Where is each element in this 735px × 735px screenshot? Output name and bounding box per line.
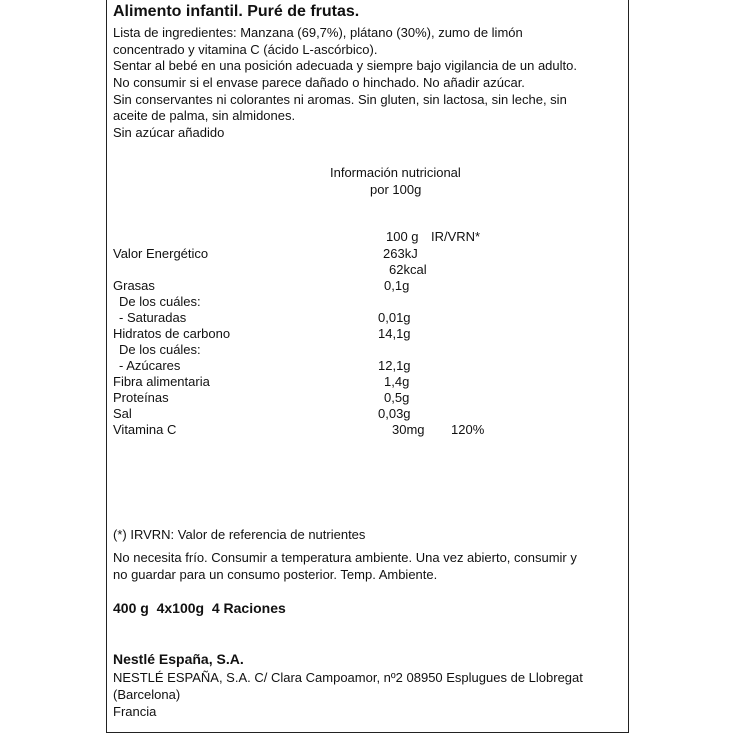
nutrition-row-label: Sal — [113, 406, 132, 421]
warning-line-1: Sentar al bebé en una posición adecuada y siempre bajo vigilancia de un adulto. — [113, 58, 577, 73]
nutrition-row-value: 0,01g — [378, 310, 411, 325]
nutrition-row-value: 0,5g — [384, 390, 410, 405]
nutrition-row-value: 30mg — [392, 422, 425, 437]
nutrition-row-value: 0,1g — [384, 278, 410, 293]
nutrition-row-value: 1,4g — [384, 374, 410, 389]
address-line-2: (Barcelona) — [113, 687, 181, 702]
quantity-line: 400 g 4x100g 4 Raciones — [113, 600, 286, 616]
nutrition-row-value: 263kJ — [383, 246, 418, 261]
ingredients-line-2: concentrado y vitamina C (ácido L-ascórbico). — [113, 42, 378, 57]
nutrition-subheading: por 100g — [370, 182, 422, 197]
company-name: Nestlé España, S.A. — [113, 651, 244, 667]
nutrition-row-label: - Azúcares — [119, 358, 181, 373]
nutrition-row-label: Hidratos de carbono — [113, 326, 231, 341]
product-title: Alimento infantil. Puré de frutas. — [113, 3, 360, 20]
nutrition-row-label: - Saturadas — [119, 310, 187, 325]
column-header-100g: 100 g — [386, 229, 419, 244]
ingredients-line-1: Lista de ingredientes: Manzana (69,7%), plátano (30%), zumo de limón — [113, 25, 523, 40]
nutrition-row-value: 62kcal — [389, 262, 427, 277]
nutrition-row-label: Grasas — [113, 278, 155, 293]
nutrition-row-value: 0,03g — [378, 406, 411, 421]
nutrition-row-label: Proteínas — [113, 390, 169, 405]
nutrition-row-label: Valor Energético — [113, 246, 209, 261]
nutrition-row-ir: 120% — [451, 422, 485, 437]
nutrition-row-label: Fibra alimentaria — [113, 374, 210, 389]
nutrition-row-label: Vitamina C — [113, 422, 177, 437]
nutrition-footnote: (*) IRVRN: Valor de referencia de nutrientes — [113, 527, 366, 542]
column-header-ir: IR/VRN* — [431, 229, 481, 244]
nutrition-row-value: 12,1g — [378, 358, 411, 373]
warning-line-3: Sin conservantes ni colorantes ni aromas. Sin gluten, sin lactosa, sin leche, sin — [113, 92, 567, 107]
address-line-3: Francia — [113, 704, 157, 719]
storage-line-2: no guardar para un consumo posterior. Temp. Ambiente. — [113, 567, 438, 582]
storage-line-1: No necesita frío. Consumir a temperatura ambiente. Una vez abierto, consumir y — [113, 550, 577, 565]
nutrition-heading: Información nutricional — [330, 165, 461, 180]
nutrition-row-label: De los cuáles: — [119, 294, 201, 309]
warning-line-2: No consumir si el envase parece dañado o hinchado. No añadir azúcar. — [113, 75, 525, 90]
address-line-1: NESTLÉ ESPAÑA, S.A. C/ Clara Campoamor, nº2 08950 Esplugues de Llobregat — [113, 670, 583, 685]
warning-line-5: Sin azúcar añadido — [113, 125, 225, 140]
nutrition-row-value: 14,1g — [378, 326, 411, 341]
warning-line-4: aceite de palma, sin almidones. — [113, 108, 296, 123]
nutrition-row-label: De los cuáles: — [119, 342, 201, 357]
